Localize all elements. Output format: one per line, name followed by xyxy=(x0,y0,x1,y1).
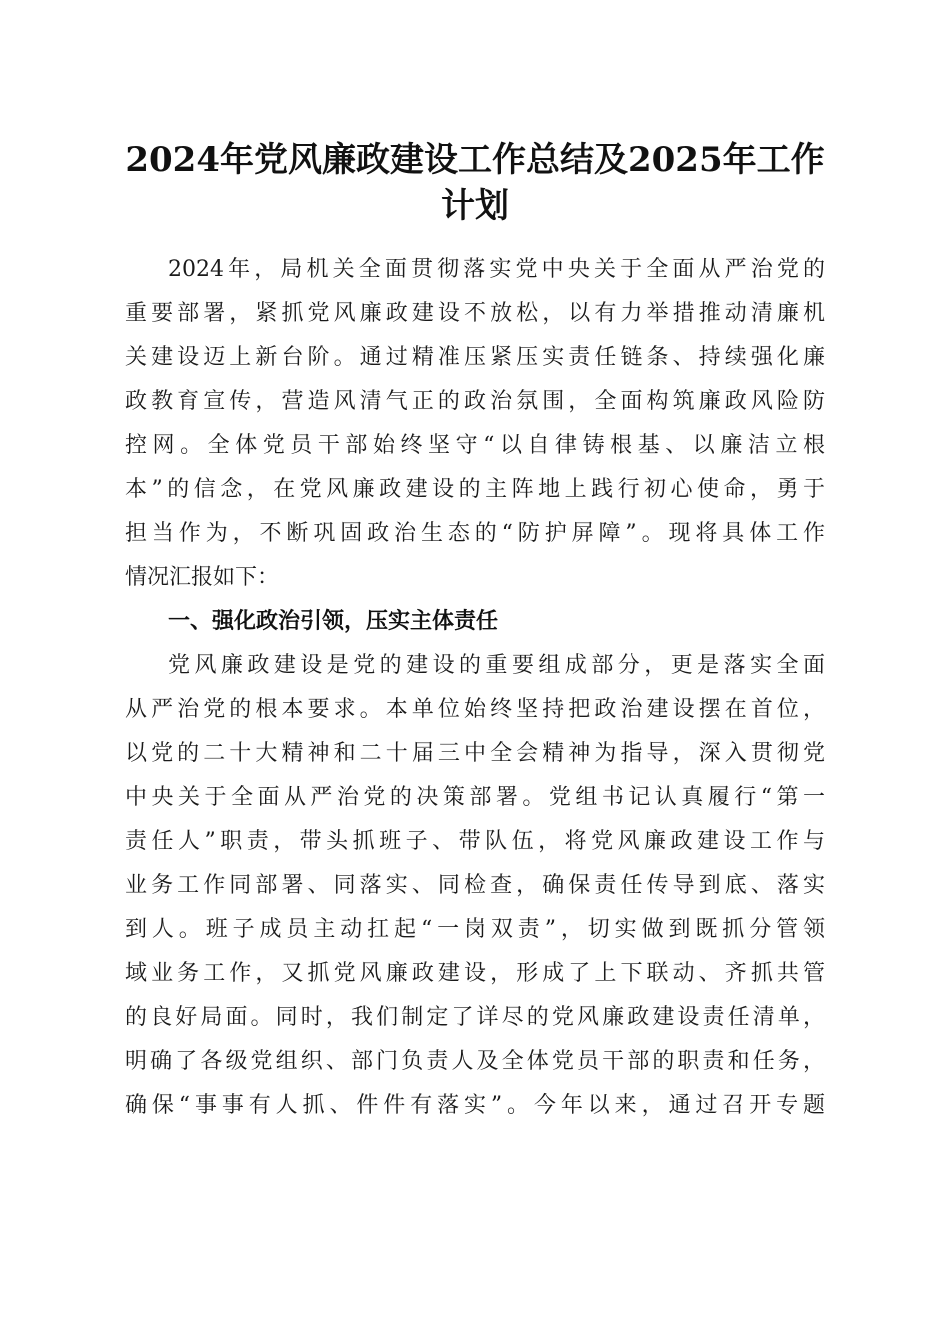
intro-paragraph-line: 重要部署，紧抓党风廉政建设不放松，以有力举措推动清廉机 xyxy=(125,301,825,326)
section-heading: 一、强化政治引领，压实主体责任 xyxy=(168,609,499,634)
intro-paragraph-line: 本”的信念，在党风廉政建设的主阵地上践行初心使命，勇于 xyxy=(125,477,825,502)
section-paragraph-line: 党风廉政建设是党的建设的重要组成部分，更是落实全面 xyxy=(168,653,825,678)
section-paragraph-line: 明确了各级党组织、部门负责人及全体党员干部的职责和任务， xyxy=(125,1049,825,1074)
intro-paragraph-line: 2024年，局机关全面贯彻落实党中央关于全面从严治党的 xyxy=(168,257,825,282)
intro-paragraph-line: 情况汇报如下： xyxy=(125,565,280,590)
section-paragraph-line: 确保“事事有人抓、件件有落实”。今年以来，通过召开专题 xyxy=(125,1093,825,1118)
intro-paragraph-line: 关建设迈上新台阶。通过精准压紧压实责任链条、持续强化廉 xyxy=(125,345,825,370)
section-paragraph-line: 到人。班子成员主动扛起“一岗双责”，切实做到既抓分管领 xyxy=(125,917,825,942)
document-title-line-2: 计划 xyxy=(441,186,509,226)
document-title-line-1: 2024年党风廉政建设工作总结及2025年工作 xyxy=(125,140,825,180)
intro-paragraph-line: 控网。全体党员干部始终坚守“以自律铸根基、以廉洁立根 xyxy=(125,433,825,458)
section-paragraph-line: 以党的二十大精神和二十届三中全会精神为指导，深入贯彻党 xyxy=(125,741,825,766)
section-paragraph-line: 责任人”职责，带头抓班子、带队伍，将党风廉政建设工作与 xyxy=(125,829,825,854)
section-paragraph-line: 的良好局面。同时，我们制定了详尽的党风廉政建设责任清单， xyxy=(125,1005,825,1030)
section-paragraph-line: 业务工作同部署、同落实、同检查，确保责任传导到底、落实 xyxy=(125,873,825,898)
section-paragraph-line: 从严治党的根本要求。本单位始终坚持把政治建设摆在首位， xyxy=(125,697,825,722)
intro-paragraph-line: 担当作为，不断巩固政治生态的“防护屏障”。现将具体工作 xyxy=(125,521,825,546)
intro-paragraph-line: 政教育宣传，营造风清气正的政治氛围，全面构筑廉政风险防 xyxy=(125,389,825,414)
section-paragraph-line: 中央关于全面从严治党的决策部署。党组书记认真履行“第一 xyxy=(125,785,825,810)
section-paragraph-line: 域业务工作，又抓党风廉政建设，形成了上下联动、齐抓共管 xyxy=(125,961,825,986)
